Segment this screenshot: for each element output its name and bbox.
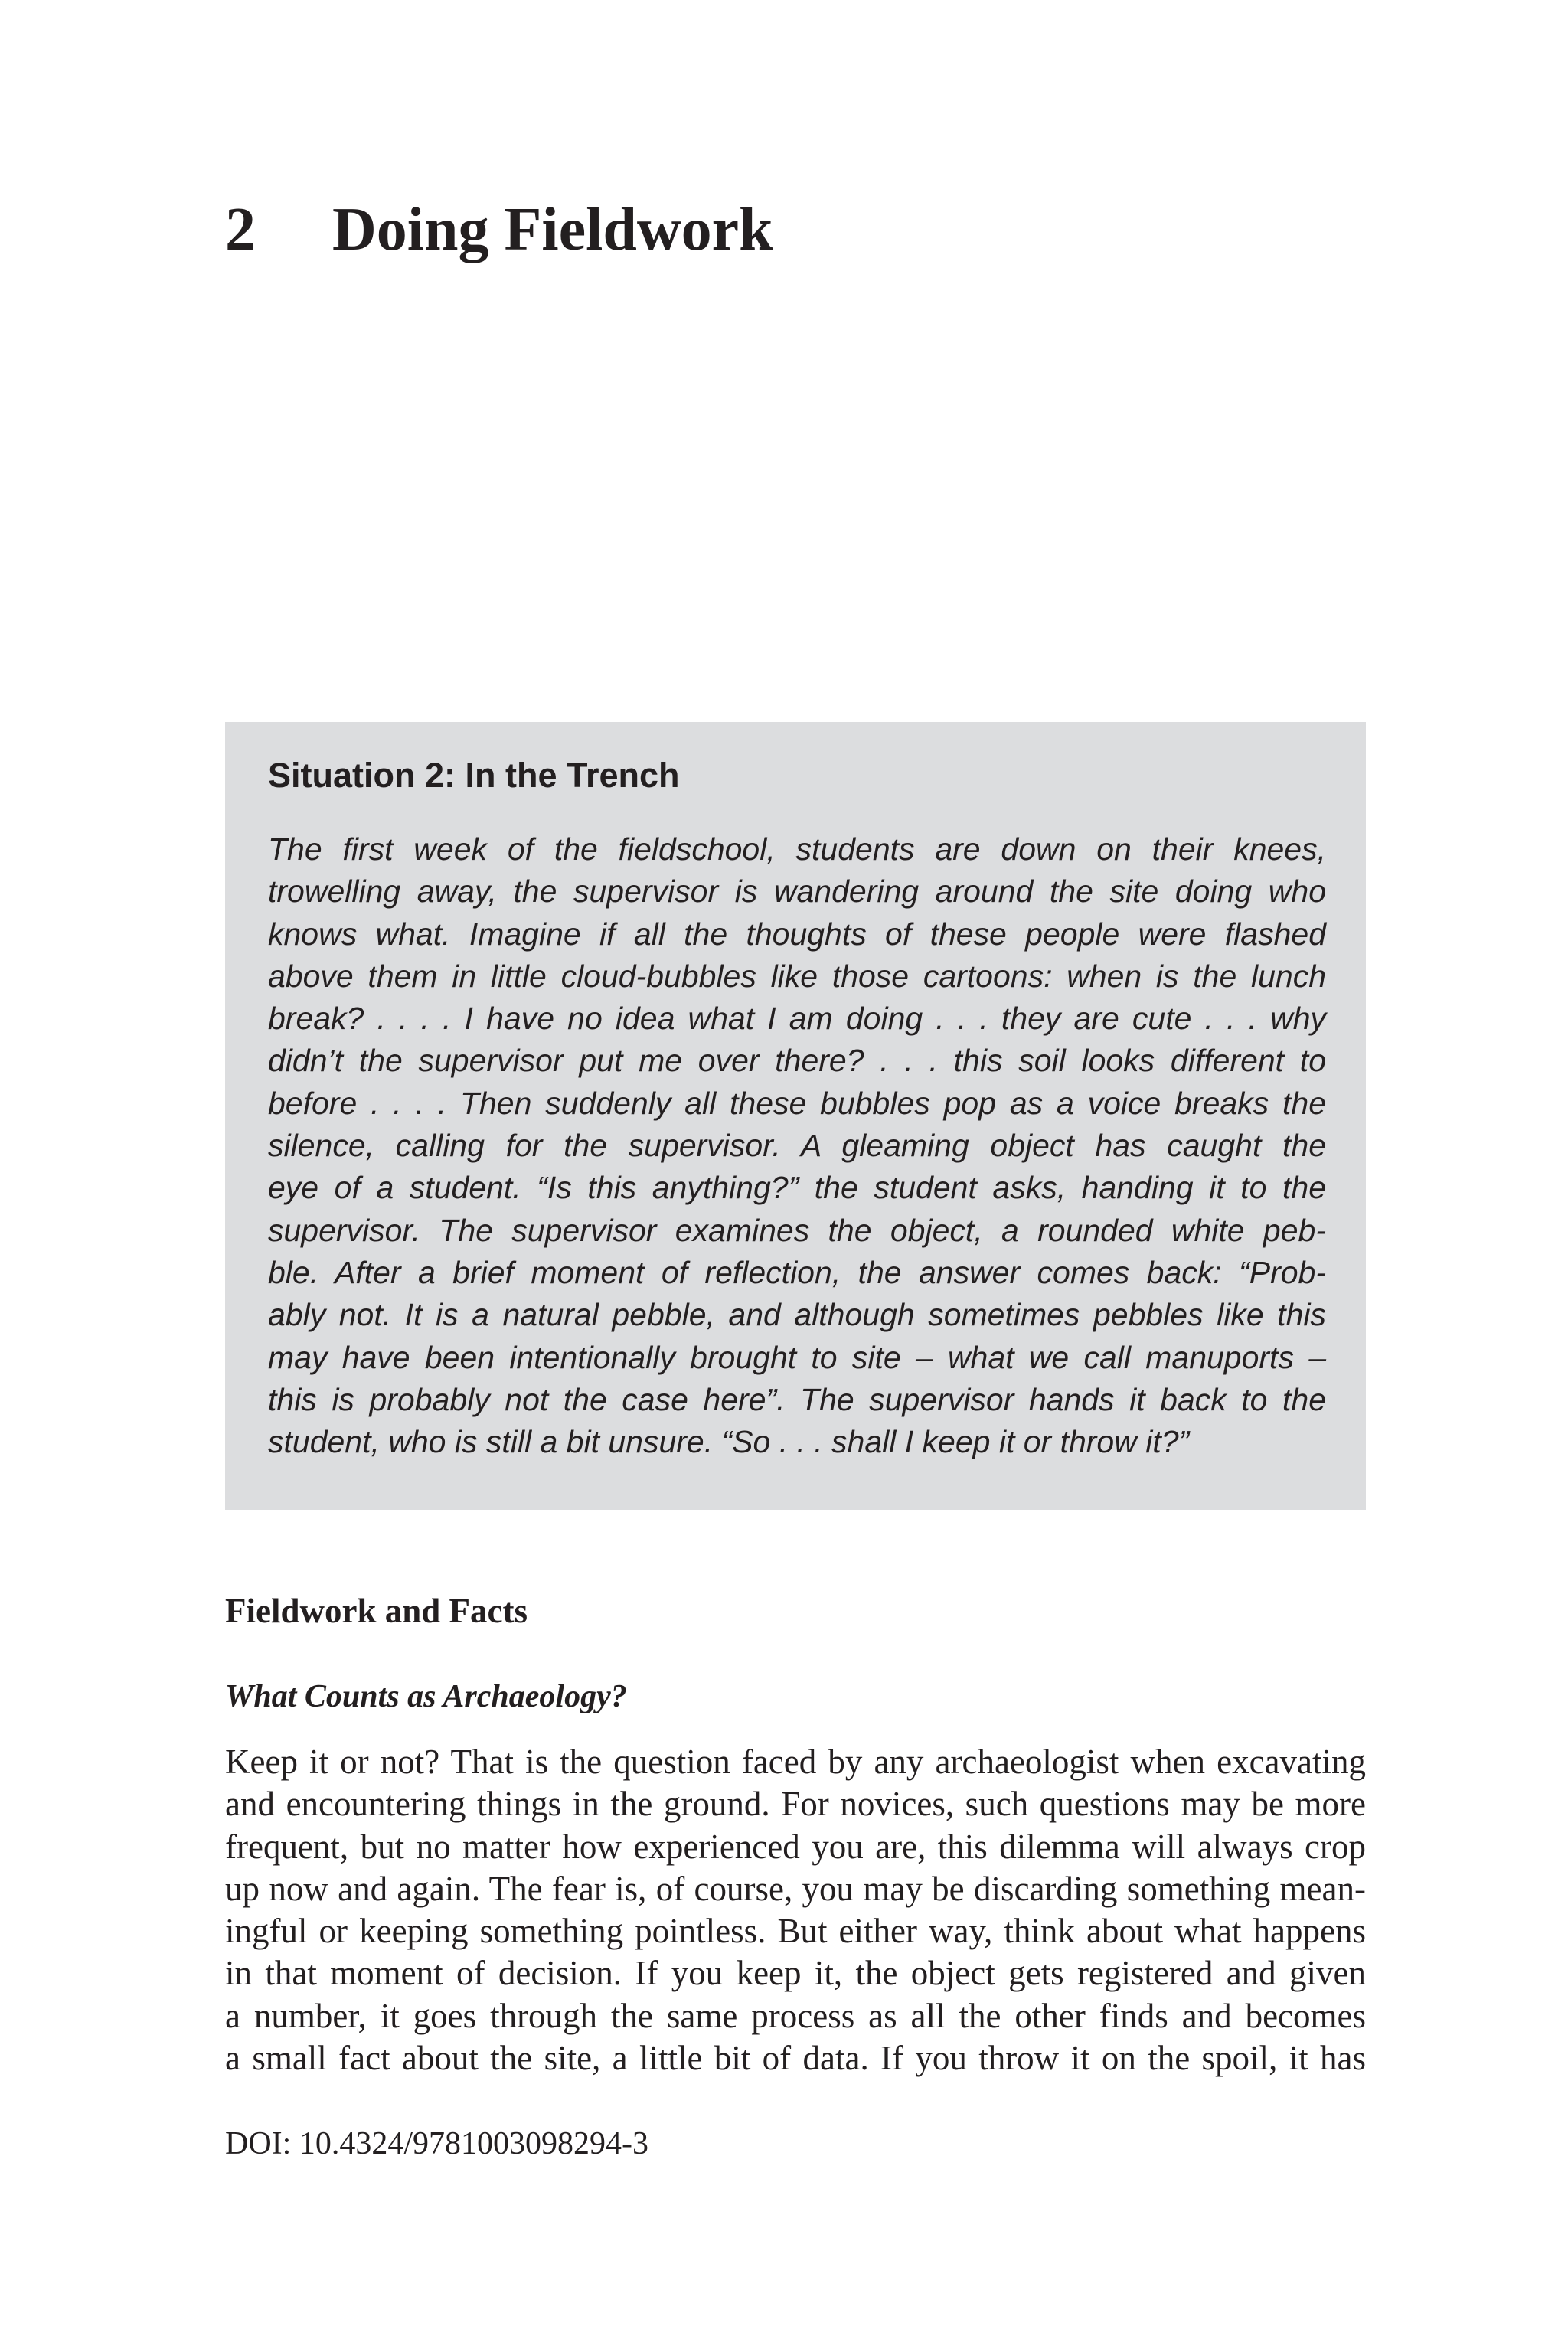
situation-box-line: above them in little cloud-bubbles like those cartoons: when is the lunch — [268, 958, 1326, 994]
body-line: frequent, but no matter how experienced you are, this dilemma will always crop — [225, 1827, 1366, 1866]
body-line: in that moment of decision. If you keep it, the object gets registered and given — [225, 1954, 1366, 1993]
body-line: a number, it goes through the same process as all the other finds and becomes — [225, 1996, 1366, 2035]
situation-box-line: student, who is still a bit unsure. “So . . . shall I keep it or throw it?” — [268, 1424, 1190, 1460]
chapter-number: 2 — [225, 196, 256, 263]
chapter-title: Doing Fieldwork — [332, 196, 773, 263]
situation-box-line: knows what. Imagine if all the thoughts of these people were flashed — [268, 916, 1326, 952]
doi-footer: DOI: 10.4324/9781003098294-3 — [225, 2126, 648, 2161]
situation-box — [225, 722, 1366, 1510]
subsection-heading: What Counts as Archaeology? — [225, 1679, 627, 1714]
situation-box-line: ably not. It is a natural pebble, and although sometimes pebbles like this — [268, 1297, 1326, 1333]
situation-box-title: Situation 2: In the Trench — [268, 756, 680, 795]
situation-box-line: trowelling away, the supervisor is wandering around the site doing who — [268, 874, 1326, 910]
situation-box-line: may have been intentionally brought to site – what we call manuports – — [268, 1339, 1326, 1375]
body-line: a small fact about the site, a little bit of data. If you throw it on the spoil, it has — [225, 2039, 1366, 2078]
body-line: and encountering things in the ground. For novices, such questions may be more — [225, 1785, 1366, 1824]
situation-box-text — [268, 828, 1326, 1463]
body-paragraph — [225, 1741, 1366, 2079]
body-line: Keep it or not? That is the question faced by any archaeologist when excavating — [225, 1743, 1366, 1781]
section-heading: Fieldwork and Facts — [225, 1592, 528, 1630]
situation-box-line: break? . . . . I have no idea what I am doing . . . they are cute . . . why — [268, 1001, 1326, 1037]
situation-box-line: silence, calling for the supervisor. A gleaming object has caught the — [268, 1128, 1326, 1164]
situation-box-line: The first week of the fieldschool, students are down on their knees, — [268, 831, 1326, 867]
situation-box-line: supervisor. The supervisor examines the object, a rounded white peb- — [268, 1212, 1326, 1248]
situation-box-line: ble. After a brief moment of reflection, the answer comes back: “Prob- — [268, 1254, 1326, 1290]
body-line: up now and again. The fear is, of course, you may be discarding something mean- — [225, 1869, 1366, 1908]
situation-box-line: eye of a student. “Is this anything?” the student asks, handing it to the — [268, 1170, 1326, 1206]
situation-box-line: this is probably not the case here”. The supervisor hands it back to the — [268, 1381, 1326, 1417]
situation-box-line: before . . . . Then suddenly all these bubbles pop as a voice breaks the — [268, 1085, 1326, 1121]
body-line: ingful or keeping something pointless. But either way, think about what happens — [225, 1912, 1366, 1951]
chapter-heading — [225, 193, 773, 266]
situation-box-line: didn’t the supervisor put me over there? . . . this soil looks different to — [268, 1043, 1326, 1079]
